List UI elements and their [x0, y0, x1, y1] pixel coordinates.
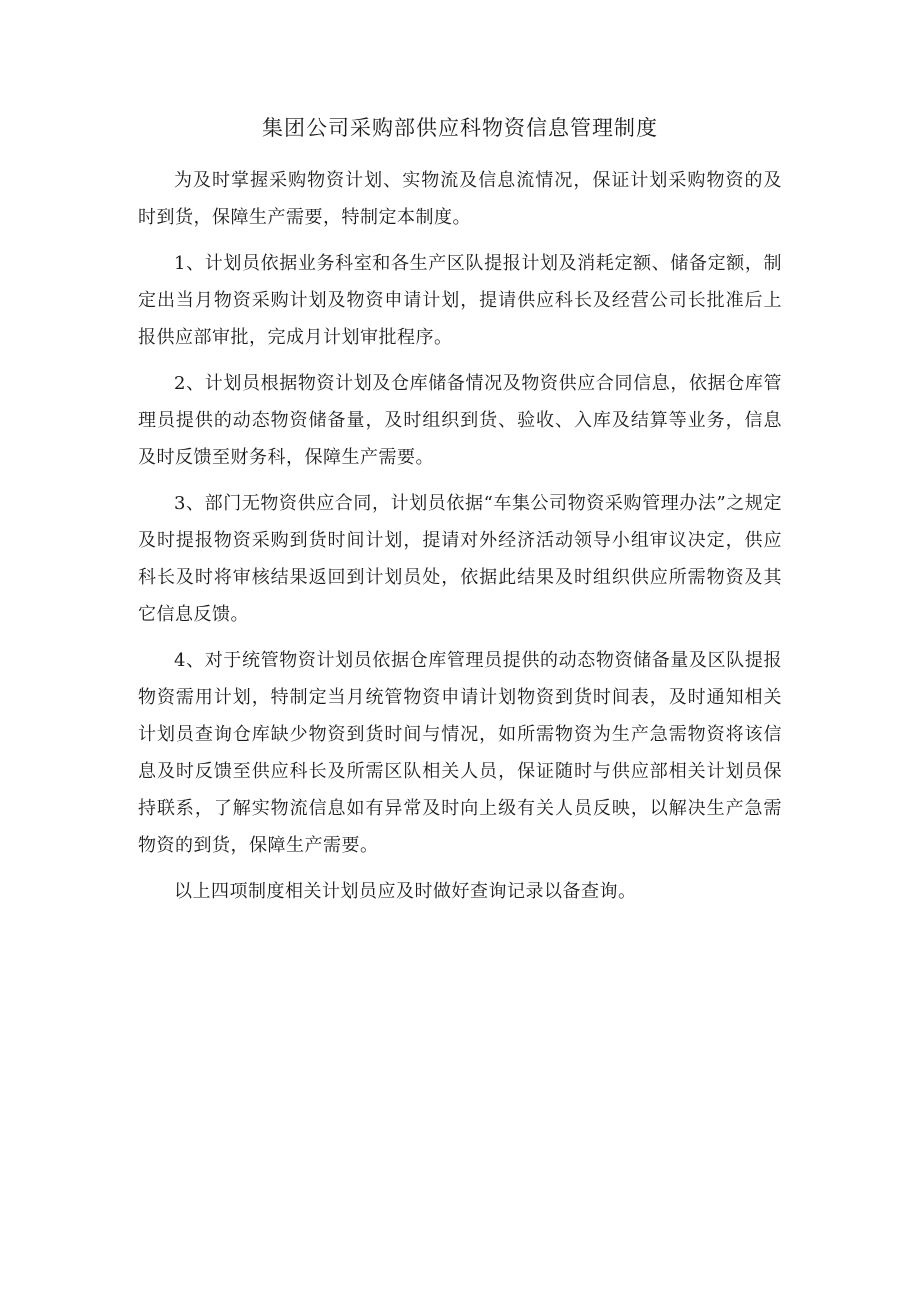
paragraph-item-4: 4、对于统管物资计划员依据仓库管理员提供的动态物资储备量及区队提报物资需用计划，特制定当月统管物资申请计划物资到货时间表，及时通知相关计划员查询仓库缺少物资到货时间与情况，如所需物资为生产急需物资将该信息及时反馈至供应科长及所需区队相关人员，保证随时与供应部相关计划员保持联系，了解实物流信息如有异常及时向上级有关人员反映，以解决生产急需物资的到货，保障生产需要。: [138, 650, 782, 856]
paragraph-item-2: 2、计划员根据物资计划及仓库储备情况及物资供应合同信息，依据仓库管理员提供的动态物资储备量，及时组织到货、验收、入库及结算等业务，信息及时反馈至财务科，保障生产需要。: [138, 373, 782, 468]
page-title: 集团公司采购部供应科物资信息管理制度: [262, 116, 658, 140]
paragraph-item-1: 1、计划员依据业务科室和各生产区队提报计划及消耗定额、储备定额，制定出当月物资采购计划及物资申请计划，提请供应科长及经营公司长批准后上报供应部审批，完成月计划审批程序。: [138, 253, 782, 348]
paragraph-item-3: 3、部门无物资供应合同，计划员依据“车集公司物资采购管理办法”之规定及时提报物资采购到货时间计划，提请对外经济活动领导小组审议决定，供应科长及时将审核结果返回到计划员处，依据此结果及时组织供应所需物资及其它信息反馈。: [138, 493, 782, 625]
paragraph-intro: 为及时掌握采购物资计划、实物流及信息流情况，保证计划采购物资的及时到货，保障生产需要，特制定本制度。: [138, 170, 782, 228]
paragraph-closing: 以上四项制度相关计划员应及时做好查询记录以备查询。: [174, 881, 637, 902]
